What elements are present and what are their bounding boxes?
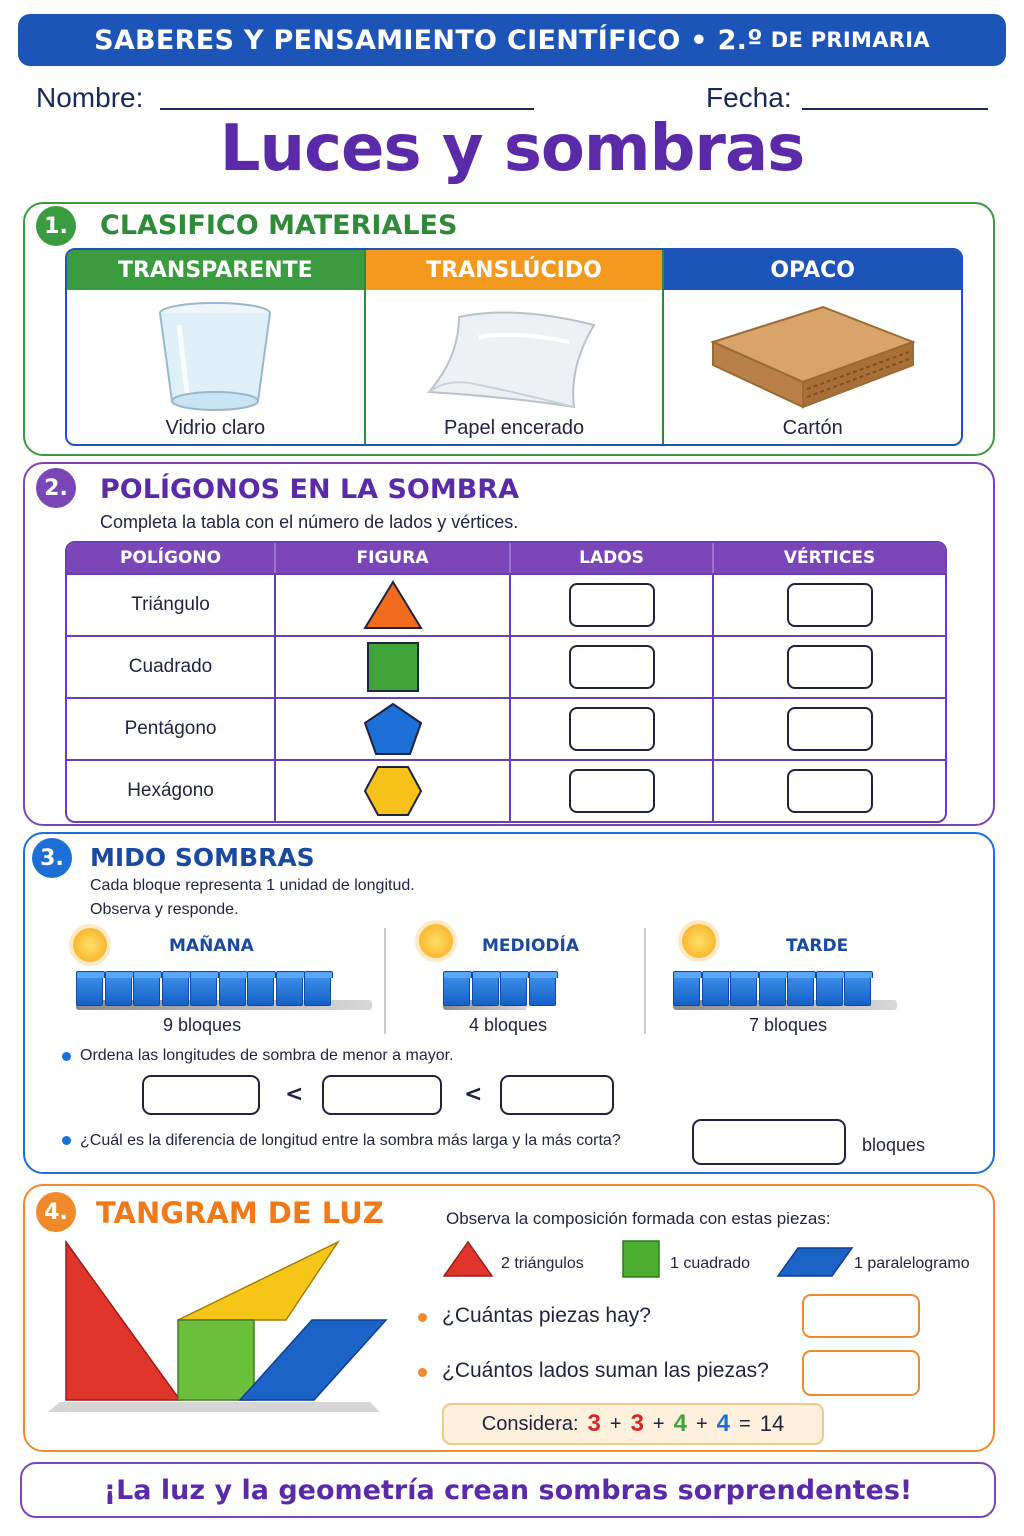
period-noon: MEDIODÍA [482,936,580,956]
header-opaque: OPACO [664,250,961,290]
table-row [67,697,945,759]
polygon-name: Cuadrado [67,637,276,697]
item-opaque: Cartón [782,417,843,439]
shadow-block [105,976,132,1006]
page-title: Luces y sombras [219,112,805,186]
bullet [418,1368,427,1377]
column-transparent [67,250,366,444]
triangle-sides-input[interactable] [569,583,655,627]
section1-number: 1. [36,206,76,246]
polygon-name: Triángulo [67,575,276,635]
polygons-table [65,541,947,823]
header-transparent: TRANSPARENTE [67,250,364,290]
table-row [67,635,945,697]
divider [644,928,646,1034]
sum-term: 3 [587,1410,601,1437]
square-icon [276,637,511,697]
shadow-block [443,976,470,1006]
section2-title: POLÍGONOS EN LA SOMBRA [100,474,519,505]
table-row [67,573,945,635]
table-header-row [67,543,945,573]
triangle-vertices-input[interactable] [787,583,873,627]
less-than-sign: < [464,1082,483,1107]
parallelogram-piece-icon [776,1246,854,1278]
divider [384,928,386,1034]
section3-line2: Observa y responde. [90,901,239,918]
shadow-block [133,976,160,1006]
order-input-3[interactable] [500,1075,614,1115]
date-label: Fecha: [706,82,792,113]
sun-icon [73,928,107,962]
sun-icon [419,924,453,958]
item-translucent: Papel encerado [443,417,585,439]
section1-title: CLASIFICO MATERIALES [100,210,458,241]
piece-label: 1 paralelogramo [854,1255,970,1272]
shadow-block [472,976,499,1006]
footer-message: ¡La luz y la geometría crean sombras sorprendentes! [20,1462,996,1518]
consider-label: Considera: [481,1412,579,1435]
sides-question: ¿Cuántos lados suman las piezas? [442,1359,769,1382]
section3-title: MIDO SOMBRAS [90,843,315,872]
polygon-name: Hexágono [67,761,276,821]
header-vertices: VÉRTICES [783,548,876,568]
difference-question: ¿Cuál es la diferencia de longitud entre la sombra más larga y la más corta? [80,1132,621,1149]
piece-label: 1 cuadrado [670,1255,751,1272]
section3-number: 3. [32,838,72,878]
triangle-icon [276,575,511,635]
shadow-block [276,976,303,1006]
shadow-block [702,976,729,1006]
section4-title: TANGRAM DE LUZ [96,1196,384,1230]
table-row [67,759,945,821]
period-afternoon: TARDE [786,936,849,956]
difference-input[interactable] [692,1119,846,1165]
morning-count: 9 bloques [163,1015,242,1035]
sum-term: 4 [673,1410,687,1437]
pieces-question: ¿Cuántas piezas hay? [442,1304,651,1327]
shadow-block [673,976,700,1006]
shadow-block [730,976,757,1006]
sum-result: 14 [759,1411,785,1436]
date-field[interactable] [802,108,988,110]
pentagon-icon [276,699,511,759]
item-transparent: Vidrio claro [165,417,266,439]
section4-intro: Observa la composición formada con estas piezas: [446,1209,831,1228]
shadow-block [219,976,246,1006]
section2-number: 2. [36,468,76,508]
pentagon-sides-input[interactable] [569,707,655,751]
sum-operator: + [695,1412,708,1435]
noon-count: 4 bloques [469,1015,548,1035]
header-subject: SABERES Y PENSAMIENTO CIENTÍFICO • 2.º [94,24,763,56]
shadow-block [76,976,103,1006]
name-label: Nombre: [36,82,144,113]
shadow-block [816,976,843,1006]
square-sides-input[interactable] [569,645,655,689]
column-opaque [664,250,961,444]
bullet [62,1136,71,1145]
unit-label: bloques [862,1135,926,1155]
shadow-block [759,976,786,1006]
hexagon-icon [276,761,511,821]
bullet [62,1052,71,1061]
header-sides: LADOS [511,543,714,573]
tangram-composition [40,1236,400,1416]
shadow-block [190,976,217,1006]
bullet [418,1313,427,1322]
section3-line1: Cada bloque representa 1 unidad de longitud. [90,877,415,894]
shadow-block [247,976,274,1006]
column-translucent [366,250,665,444]
section4-number: 4. [36,1192,76,1232]
square-vertices-input[interactable] [787,645,873,689]
piece-label: 2 triángulos [501,1255,584,1272]
polygon-name: Pentágono [67,699,276,759]
cardboard-icon [664,296,961,418]
name-field[interactable] [160,108,534,110]
triangle-piece-icon [442,1240,494,1278]
header-translucent: TRANSLÚCIDO [366,250,663,290]
afternoon-count: 7 bloques [749,1015,828,1035]
glass-icon [67,296,364,418]
hexagon-sides-input[interactable] [569,769,655,813]
sun-icon [682,924,716,958]
order-input-2[interactable] [322,1075,442,1115]
wax-paper-icon [366,296,663,418]
period-morning: MAÑANA [169,936,254,956]
materials-table [65,248,963,446]
shadow-block [844,976,871,1006]
shadow-block [500,976,527,1006]
sides-answer-input[interactable] [802,1350,920,1396]
header-polygon: POLÍGONO [67,543,276,573]
hexagon-vertices-input[interactable] [787,769,873,813]
sum-operator: + [609,1412,622,1435]
pieces-answer-input[interactable] [802,1294,920,1338]
sum-operator: = [739,1412,751,1435]
header-banner [18,14,1006,66]
order-input-1[interactable] [142,1075,260,1115]
shadow-block [529,976,556,1006]
order-question: Ordena las longitudes de sombra de menor a mayor. [80,1047,454,1064]
pentagon-vertices-input[interactable] [787,707,873,751]
shadow-block [787,976,814,1006]
shadow-block [304,976,331,1006]
square-piece-icon [622,1240,660,1278]
header-figure: FIGURA [276,543,511,573]
header-level: DE PRIMARIA [770,28,930,52]
shadow-block [162,976,189,1006]
sum-term: 3 [630,1410,644,1437]
less-than-sign: < [285,1082,304,1107]
section2-instruction: Completa la tabla con el número de lados y vértices. [100,512,519,532]
sum-operator: + [652,1412,665,1435]
sum-term: 4 [716,1410,731,1437]
consider-hint [442,1403,824,1445]
